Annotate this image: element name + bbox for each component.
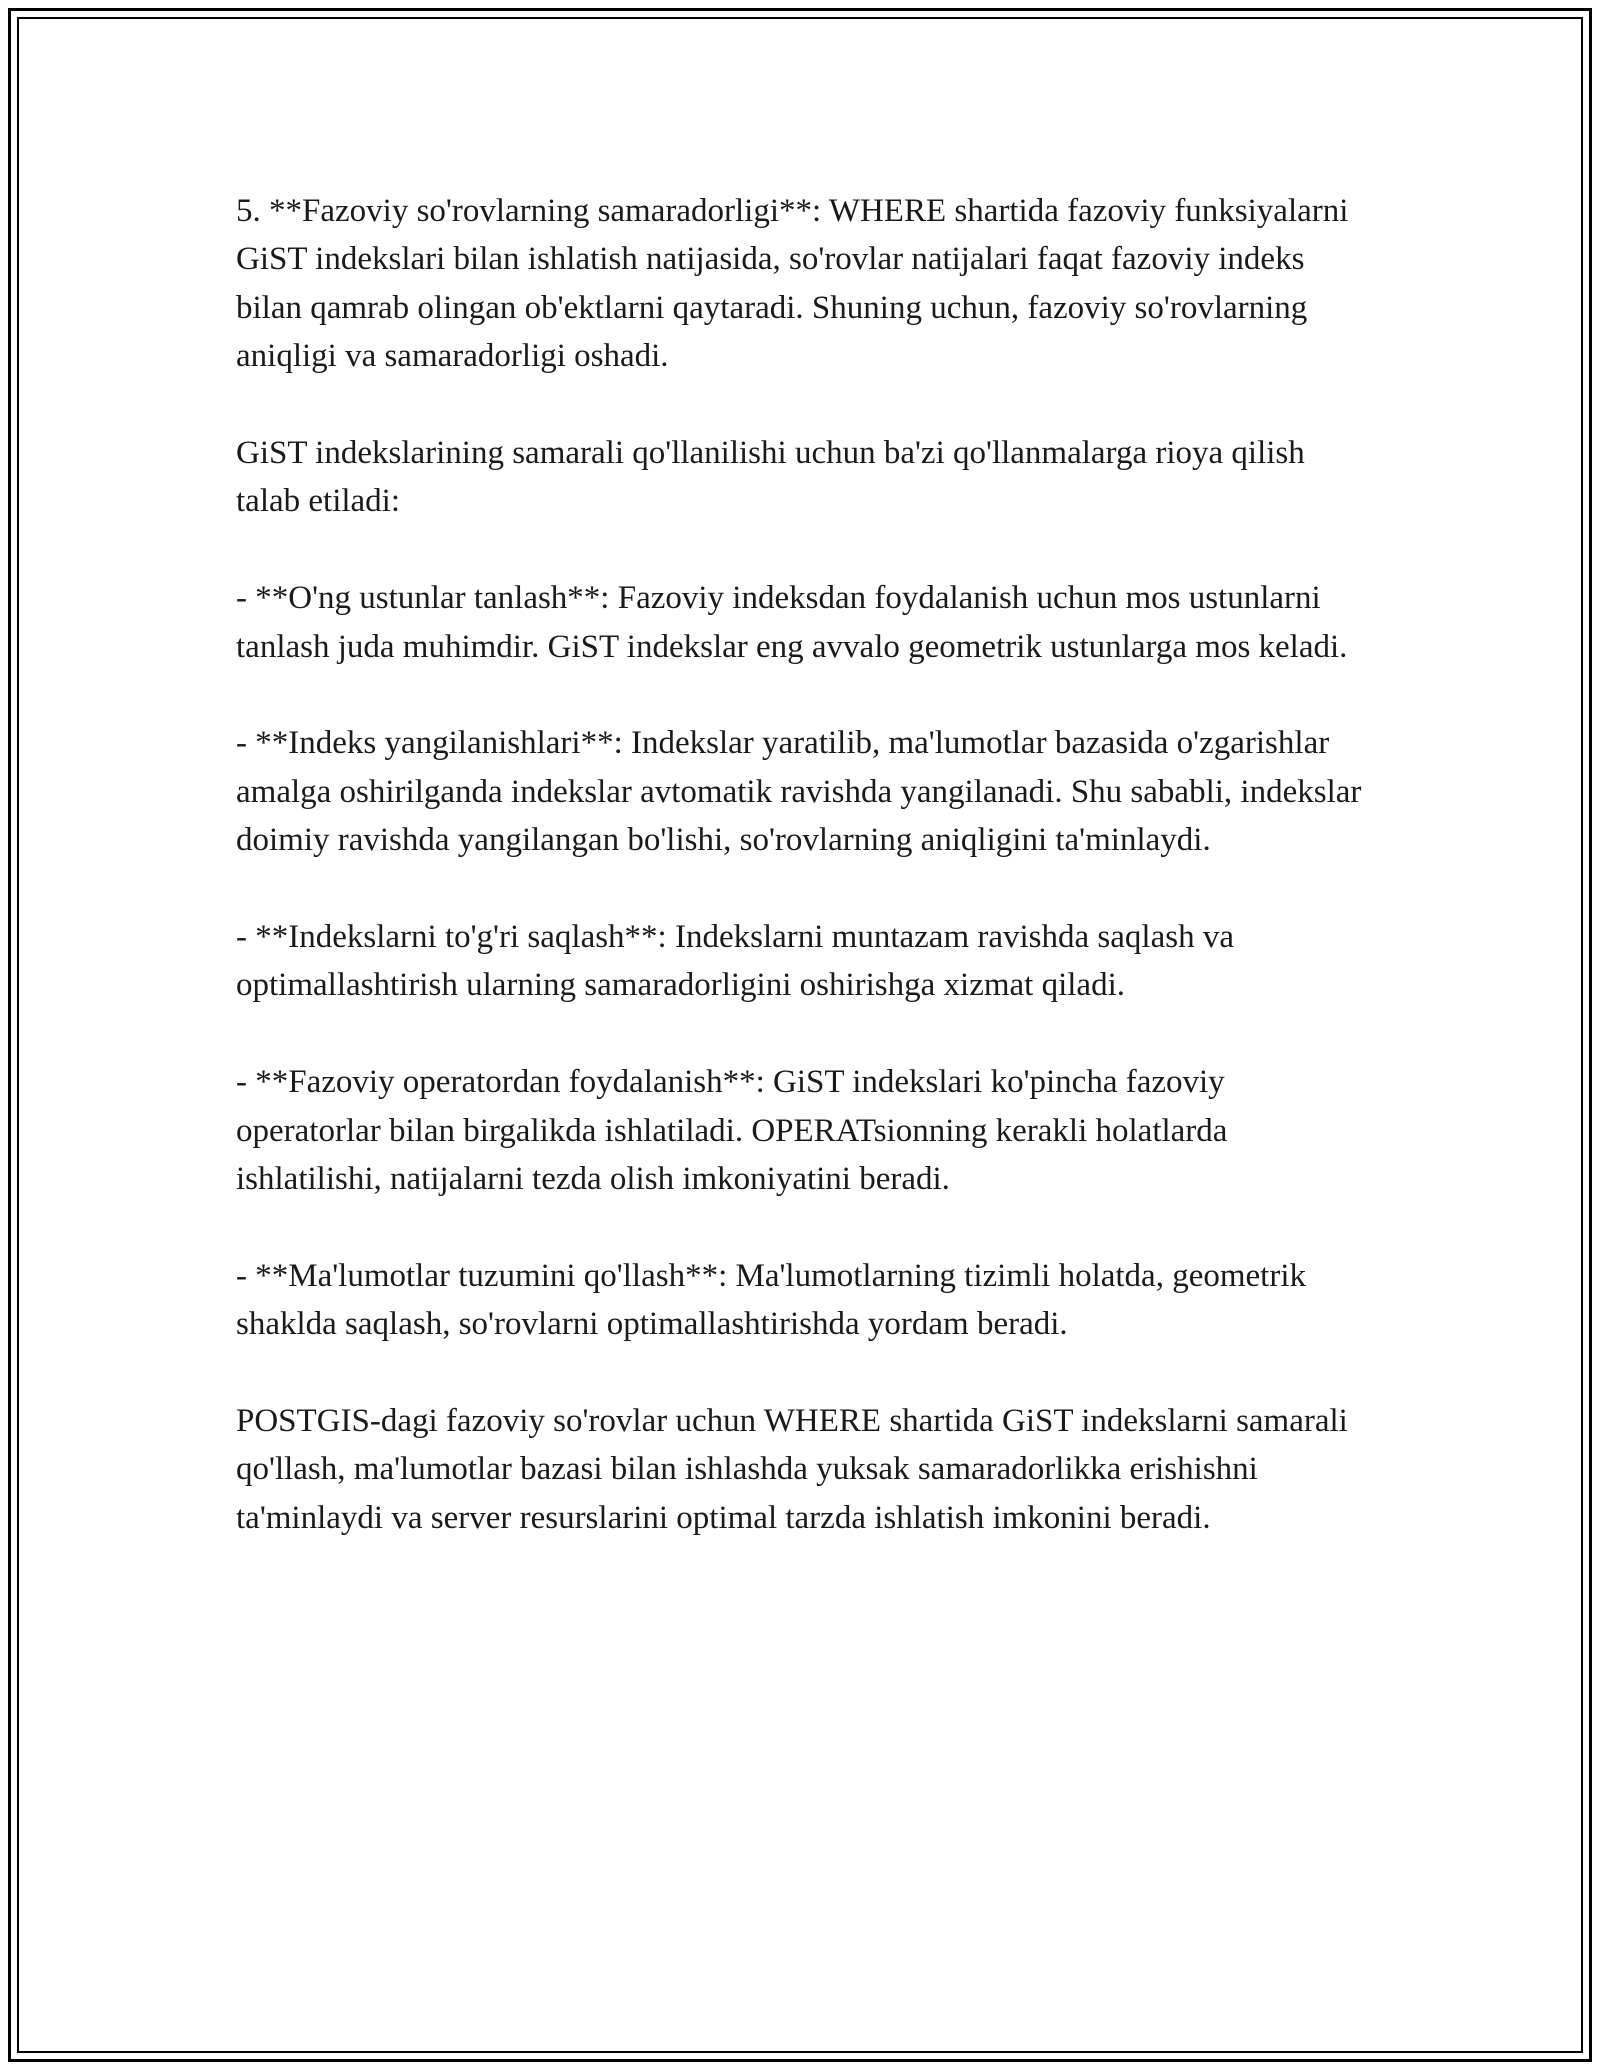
paragraph-index-updates: - **Indeks yangilanishlari**: Indekslar yaratilib, ma'lumotlar bazasida o'zgarishlar amalga oshirilganda indekslar avtomatik ravishda yangilanadi. Shu sababli, indekslar doimiy ravishda yangilangan bo'lishi, so'rovlarning aniqligini ta'minlaydi.: [236, 725, 1362, 859]
document-body: [236, 187, 1376, 1591]
paragraph-index-maintenance: - **Indekslarni to'g'ri saqlash**: Indekslarni muntazam ravishda saqlash va optimallashtirish ularning samaradorligini oshirishga xizmat qiladi.: [236, 919, 1234, 1004]
paragraph-conclusion: POSTGIS-dagi fazoviy so'rovlar uchun WHERE shartida GiST indekslarni samarali qo'llash, ma'lumotlar bazasi bilan ishlashda yuksak samaradorlikka erishishni ta'minlaydi va server resurslarini optimal tarzda ishlatish imkonini beradi.: [236, 1403, 1348, 1536]
paragraph-spatial-operators: - **Fazoviy operatordan foydalanish**: GiST indekslari ko'pincha fazoviy operatorlar bilan birgalikda ishlatiladi. OPERATsionning kerakli holatlarda ishlatilishi, natijalarni tezda olish imkoniyatini beradi.: [236, 1064, 1228, 1198]
paragraph-guidelines-intro: GiST indekslarining samarali qo'llanilishi uchun ba'zi qo'llanmalarga rioya qilish talab etiladi:: [236, 435, 1305, 520]
paragraph-spatial-query-efficiency: 5. **Fazoviy so'rovlarning samaradorligi**: WHERE shartida fazoviy funksiyalarni GiST indekslari bilan ishlatish natijasida, so'rovlar natijalari faqat fazoviy indeks bilan qamrab olingan ob'ektlarni qaytaradi. Shuning uchun, fazoviy so'rovlarning aniqligi va samaradorligi oshadi.: [236, 193, 1349, 375]
paragraph-column-selection: - **O'ng ustunlar tanlash**: Fazoviy indeksdan foydalanish uchun mos ustunlarni tanlash juda muhimdir. GiST indekslar eng avvalo geometrik ustunlarga mos keladi.: [236, 580, 1348, 665]
paragraph-data-structure: - **Ma'lumotlar tuzumini qo'llash**: Ma'lumotlarning tizimli holatda, geometrik shaklda saqlash, so'rovlarni optimallashtirishda yordam beradi.: [236, 1257, 1306, 1343]
